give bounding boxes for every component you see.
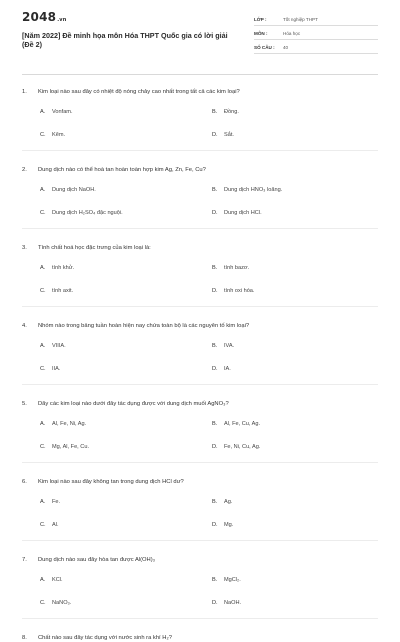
option-text: Dung dịch HCl. [224, 210, 262, 216]
option-letter: B. [212, 265, 218, 271]
answer-option[interactable] [212, 420, 384, 428]
answer-option[interactable] [40, 599, 212, 607]
option-letter: A. [40, 499, 46, 505]
answer-option[interactable] [212, 365, 384, 373]
option-text: Dung dịch HNO₃ loãng. [224, 187, 283, 193]
option-text: NaNO₃. [52, 600, 72, 606]
answer-option[interactable] [40, 264, 212, 272]
option-text: Mg. [224, 522, 234, 528]
question-body: Dung dịch nào có thể hoà tan hoàn toàn hợp kim Ag, Zn, Fe, Cu? [38, 167, 206, 173]
question-item [22, 400, 378, 463]
option-text: Sắt. [224, 132, 234, 138]
answer-option[interactable] [40, 365, 212, 373]
answer-option[interactable] [212, 186, 384, 194]
header-divider [22, 74, 378, 75]
question-body: Nhóm nào trong bảng tuần hoàn hiện nay chứa toàn bộ là các nguyên tố kim loại? [38, 323, 250, 329]
question-separator [22, 384, 378, 385]
question-item [22, 556, 378, 619]
question-body: Chất nào sau đây tác dụng với nước sinh ra khí H₂? [38, 635, 172, 641]
option-text: Dung dịch NaOH. [52, 187, 96, 193]
option-letter: B. [212, 577, 218, 583]
option-text: Fe. [52, 499, 61, 505]
option-letter: A. [40, 343, 46, 349]
answer-options [40, 498, 378, 529]
question-number: 8. [22, 635, 27, 641]
option-letter: A. [40, 265, 46, 271]
option-letter: C. [40, 444, 46, 450]
option-text: Al, Fe, Cu, Ag. [224, 421, 261, 427]
document-title: [Năm 2022] Đề minh họa môn Hóa THPT Quốc gia có lời giải (Đề 2) [22, 31, 228, 49]
answer-options [40, 108, 378, 139]
option-text: MgCl₂. [224, 577, 241, 583]
meta-row-subject [254, 28, 378, 40]
question-separator [22, 618, 378, 619]
question-body: Tính chất hoá học đặc trưng của kim loại là: [38, 245, 151, 251]
option-letter: D. [212, 210, 218, 216]
question-text [22, 244, 378, 252]
question-item [22, 478, 378, 541]
option-text: Dung dịch H₂SO₄ đặc nguội. [52, 210, 123, 216]
option-letter: C. [40, 288, 46, 294]
option-text: Mg, Al, Fe, Cu. [52, 444, 89, 450]
option-letter: B. [212, 421, 218, 427]
answer-option[interactable] [212, 108, 384, 116]
question-number: 6. [22, 479, 27, 485]
answer-option[interactable] [212, 498, 384, 506]
option-text: tính bazơ. [224, 265, 250, 271]
answer-option[interactable] [40, 342, 212, 350]
option-text: KCl. [52, 577, 63, 583]
answer-option[interactable] [212, 209, 384, 217]
logo-suffix: .vn [57, 17, 67, 23]
answer-option[interactable] [212, 287, 384, 295]
question-item [22, 166, 378, 229]
answer-option[interactable] [212, 131, 384, 139]
answer-option[interactable] [40, 521, 212, 529]
question-separator [22, 228, 378, 229]
question-body: Dãy các kim loại nào dưới đây tác dụng được với dung dịch muối AgNO₃? [38, 401, 229, 407]
question-number: 5. [22, 401, 27, 407]
answer-option[interactable] [212, 521, 384, 529]
question-number: 1. [22, 89, 27, 95]
meta-value: 40 [283, 45, 289, 50]
question-body: Kim loại nào sau đây không tan trong dung dịch HCl dư? [38, 479, 184, 485]
question-separator [22, 150, 378, 151]
option-letter: D. [212, 444, 218, 450]
option-text: Kẽm. [52, 132, 66, 138]
option-letter: B. [212, 499, 218, 505]
option-letter: C. [40, 600, 46, 606]
answer-option[interactable] [40, 576, 212, 584]
option-text: Fe, Ni, Cu, Ag. [224, 444, 261, 450]
answer-option[interactable] [40, 443, 212, 451]
option-letter: D. [212, 366, 218, 372]
question-item [22, 88, 378, 151]
option-text: Al. [52, 522, 59, 528]
question-number: 3. [22, 245, 27, 251]
meta-label: LỚP : [254, 17, 267, 22]
option-text: NaOH. [224, 600, 242, 606]
meta-row-count [254, 42, 378, 54]
question-text [22, 400, 378, 408]
answer-option[interactable] [212, 576, 384, 584]
answer-option[interactable] [40, 186, 212, 194]
option-text: Vonfam. [52, 109, 73, 115]
question-text [22, 556, 378, 564]
option-letter: A. [40, 109, 46, 115]
option-letter: D. [212, 288, 218, 294]
option-letter: D. [212, 600, 218, 606]
question-number: 2. [22, 167, 27, 173]
answer-options [40, 342, 378, 373]
meta-row-class [254, 14, 378, 26]
answer-options [40, 264, 378, 295]
answer-option[interactable] [212, 264, 384, 272]
option-text: tính axit. [52, 288, 74, 294]
question-text [22, 634, 378, 642]
option-text: Đồng. [224, 109, 239, 115]
question-number: 7. [22, 557, 27, 563]
answer-option[interactable] [40, 131, 212, 139]
option-letter: C. [40, 522, 46, 528]
answer-option[interactable] [212, 342, 384, 350]
option-text: tính khử. [52, 265, 75, 271]
question-text [22, 478, 378, 486]
option-text: IVA. [224, 343, 235, 349]
answer-option[interactable] [40, 498, 212, 506]
meta-label: SỐ CÂU : [254, 45, 275, 50]
option-letter: D. [212, 522, 218, 528]
question-separator [22, 306, 378, 307]
answer-option[interactable] [40, 108, 212, 116]
answer-option[interactable] [40, 420, 212, 428]
question-body: Dung dịch nào sau đây hòa tan được Al(OH)₃ [38, 557, 156, 563]
question-separator [22, 462, 378, 463]
question-text [22, 322, 378, 330]
header-left [22, 10, 237, 74]
option-letter: C. [40, 210, 46, 216]
option-letter: C. [40, 132, 46, 138]
answer-options [40, 420, 378, 451]
option-text: VIIIA. [52, 343, 66, 349]
question-item [22, 322, 378, 385]
question-list [22, 88, 378, 642]
option-text: Al, Fe, Ni, Ag. [52, 421, 87, 427]
meta-label: MÔN : [254, 31, 268, 36]
option-text: tính oxi hóa. [224, 288, 255, 294]
option-letter: B. [212, 109, 218, 115]
meta-value: Hóa học [283, 31, 301, 36]
option-letter: A. [40, 187, 46, 193]
question-separator [22, 540, 378, 541]
option-text: Ag. [224, 499, 233, 505]
meta-value: Tốt nghiệp THPT [283, 17, 318, 22]
option-letter: B. [212, 343, 218, 349]
option-text: IIA. [52, 366, 61, 372]
question-text [22, 166, 378, 174]
question-item [22, 244, 378, 307]
answer-option[interactable] [40, 209, 212, 217]
option-letter: B. [212, 187, 218, 193]
answer-option[interactable] [40, 287, 212, 295]
answer-options [40, 576, 378, 607]
meta-info [254, 14, 378, 74]
question-number: 4. [22, 323, 27, 329]
option-letter: A. [40, 421, 46, 427]
option-letter: A. [40, 577, 46, 583]
question-text [22, 88, 378, 96]
question-item [22, 634, 378, 642]
document-header [22, 10, 378, 74]
option-letter: D. [212, 132, 218, 138]
option-text: IA. [224, 366, 231, 372]
logo-text: 2048 [22, 10, 57, 24]
site-logo[interactable] [22, 10, 237, 24]
answer-option[interactable] [212, 443, 384, 451]
answer-option[interactable] [212, 599, 384, 607]
question-body: Kim loại nào sau đây có nhiệt độ nóng chảy cao nhất trong tất cả các kim loại? [38, 89, 240, 95]
answer-options [40, 186, 378, 217]
option-letter: C. [40, 366, 46, 372]
